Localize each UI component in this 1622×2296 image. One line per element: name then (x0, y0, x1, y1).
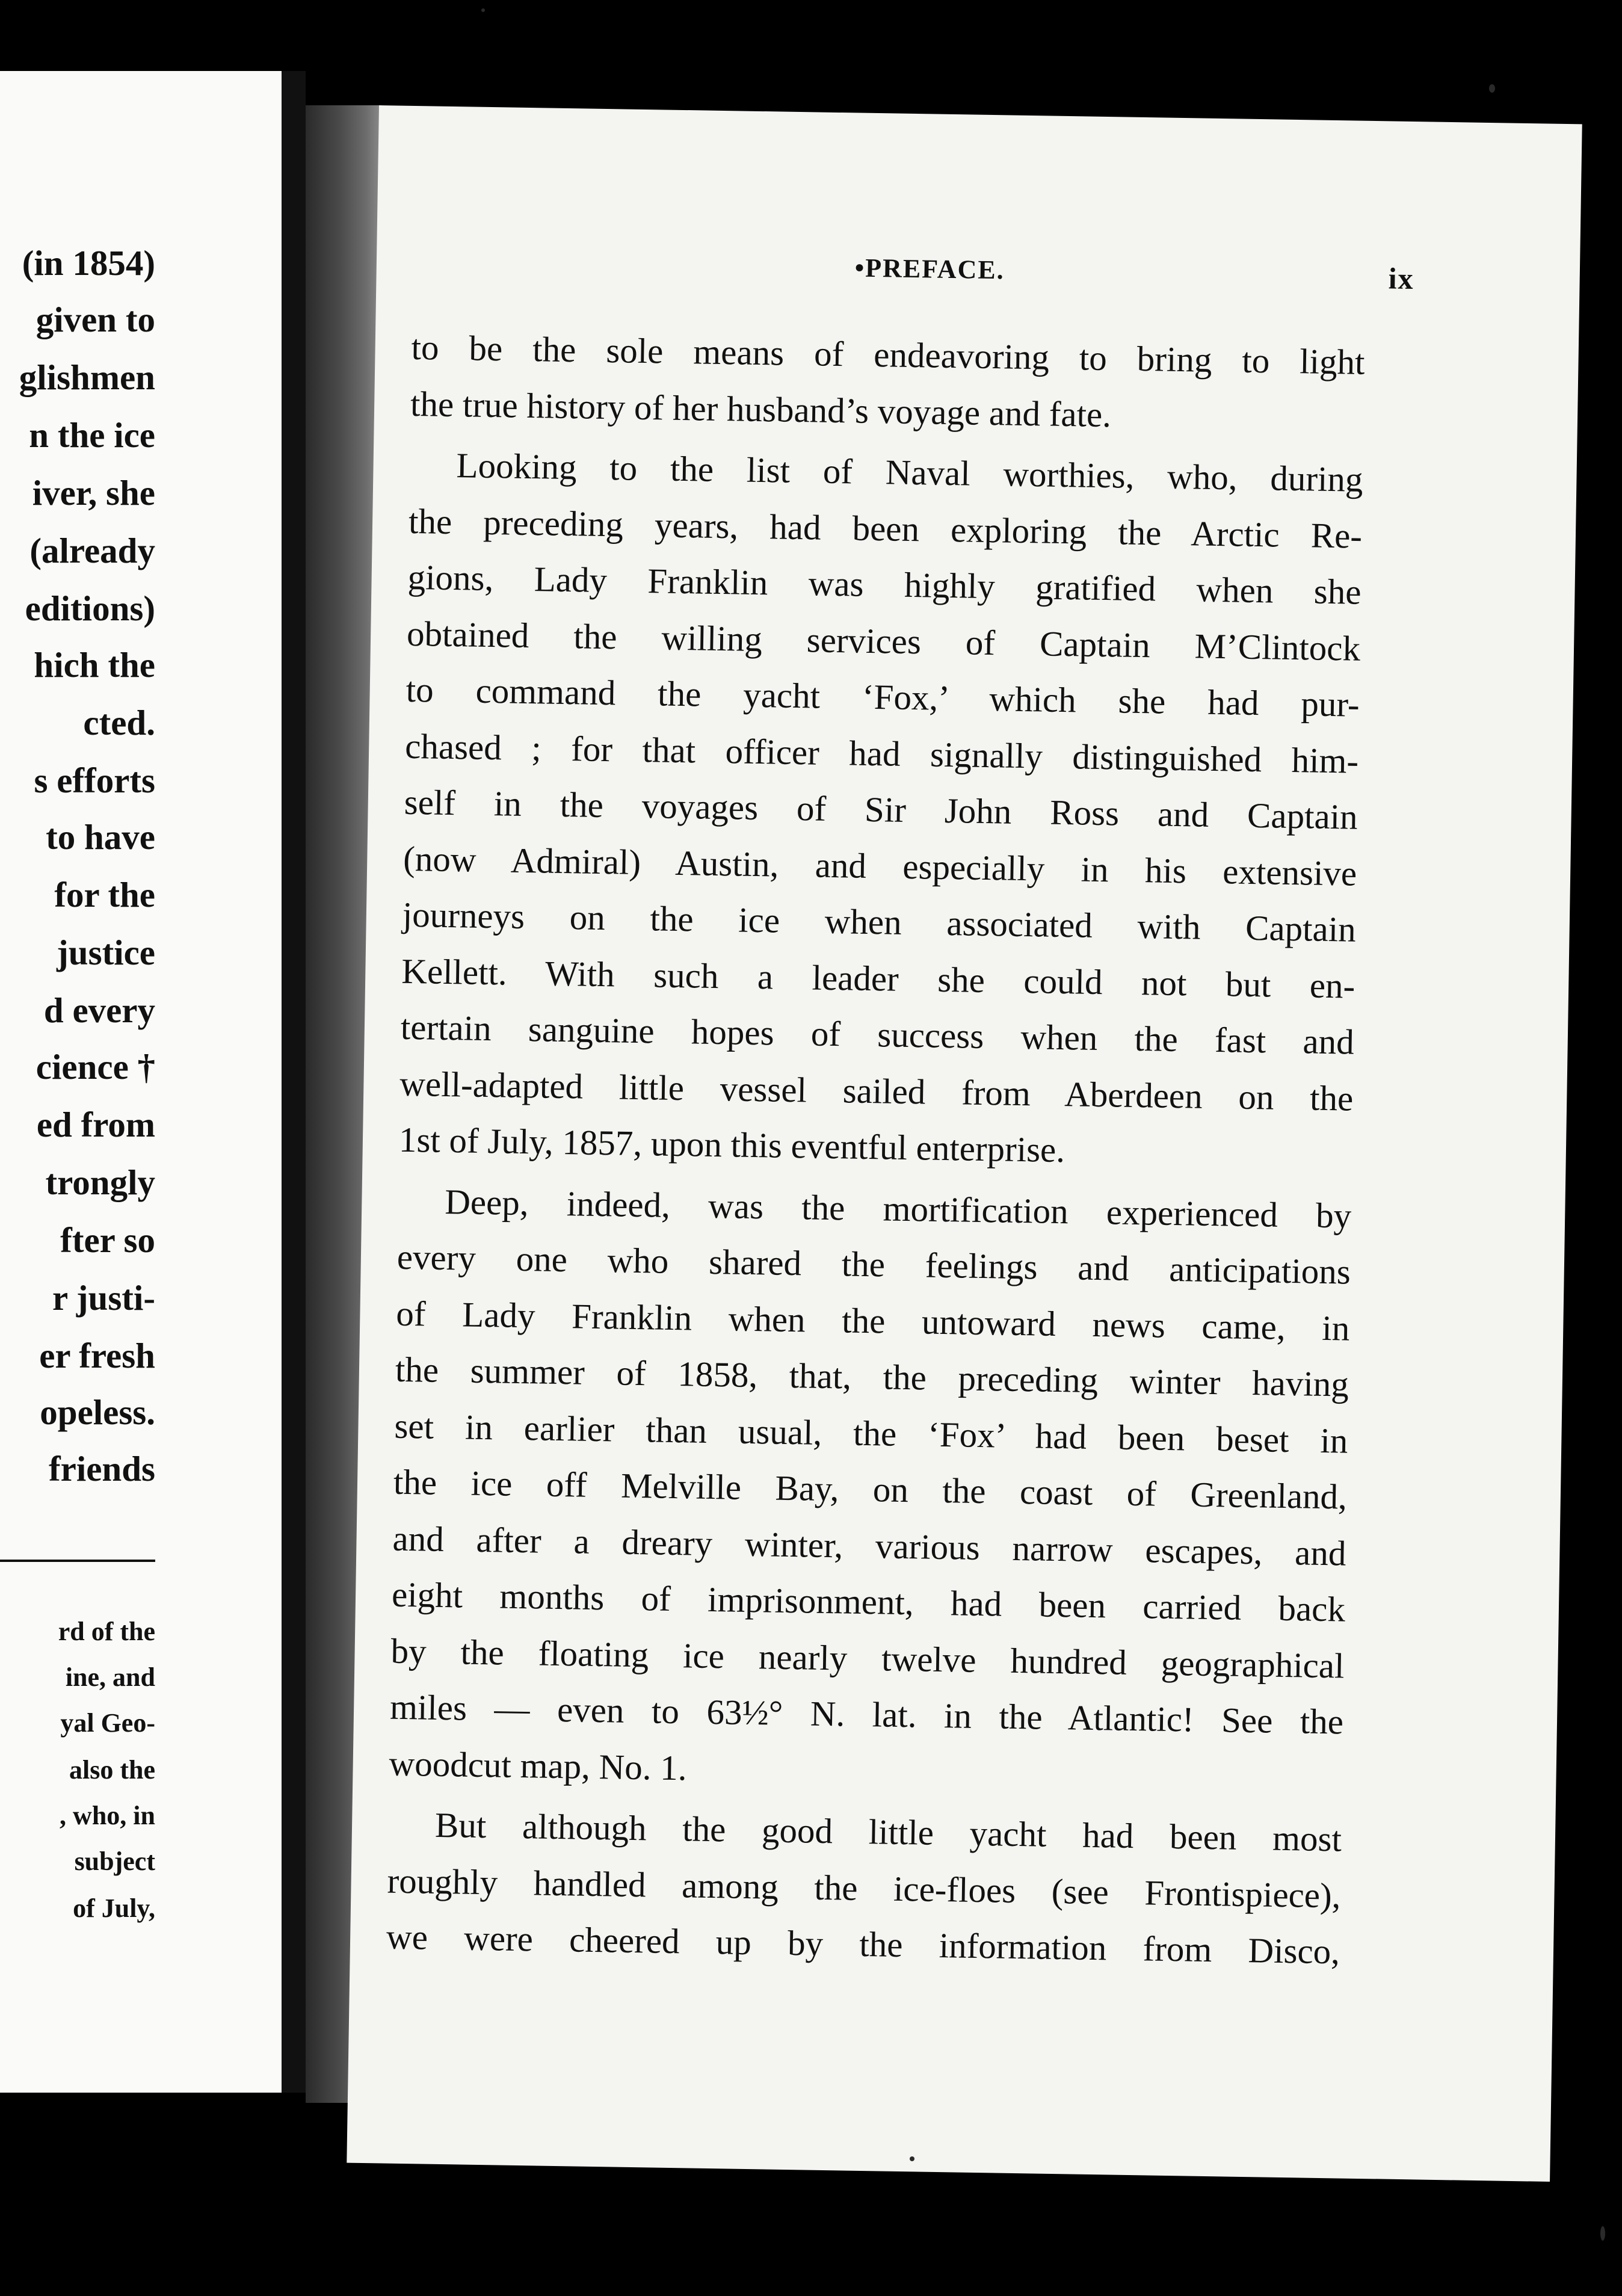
speck (910, 2156, 914, 2161)
body-text (386, 319, 1365, 1980)
text-line: journeys on the ice when associated with Captain (402, 894, 1357, 949)
text-line: the true history of her husband’s voyage and fate. (410, 383, 1112, 434)
left-page-line: cience † (35, 1047, 155, 1087)
text-line: (now Admiral) Austin, and especially in his extensive (402, 838, 1357, 893)
left-page-line: editions) (25, 588, 155, 628)
left-footnote-line: of July, (73, 1893, 155, 1923)
left-page-line: (already (29, 531, 155, 570)
text-line: the preceding years, had been exploring the Arctic Re- (408, 501, 1363, 556)
left-page-line: iver, she (32, 473, 155, 513)
left-page-line: er fresh (39, 1336, 155, 1375)
text-line: chased ; for that officer had signally distinguished him- (404, 726, 1359, 781)
left-page-line: to have (46, 817, 155, 857)
text-line: set in earlier than usual, the ‘Fox’ had been beset in (394, 1406, 1348, 1461)
left-page-line: justice (57, 933, 155, 972)
left-page-line: cted. (83, 703, 155, 742)
left-page-line: s efforts (34, 761, 155, 800)
speck (481, 8, 485, 12)
text-line: by the floating ice nearly twelve hundred geographical (390, 1631, 1345, 1686)
left-page-line: given to (35, 300, 155, 339)
text-line: obtained the willing services of Captain M’Clintock (406, 613, 1361, 668)
left-page-line: hich the (34, 645, 155, 685)
text-line: Kellett. With such a leader she could not but en- (401, 951, 1355, 1006)
text-line: But although the good little yacht had been most (434, 1804, 1342, 1859)
text-line: woodcut map, No. 1. (389, 1743, 688, 1788)
text-line: every one who shared the feelings and anticipations (396, 1236, 1351, 1292)
left-page-line: d every (43, 990, 155, 1030)
left-footnote-line: also the (69, 1755, 155, 1785)
speck (1489, 84, 1495, 93)
text-line: tertain sanguine hopes of success when the fast and (400, 1007, 1355, 1062)
left-page (0, 71, 282, 2093)
book-gutter (282, 71, 306, 2093)
text-line: we were cheered up by the information from Disco, (386, 1916, 1340, 1972)
text-line: well-adapted little vessel sailed from Aberdeen on the (399, 1063, 1354, 1119)
left-page-line: r justi- (52, 1278, 155, 1318)
left-page-line: for the (54, 875, 155, 915)
left-footnote-line: yal Geo- (60, 1708, 155, 1738)
text-line: and after a dreary winter, various narrow escapes, and (392, 1518, 1346, 1573)
left-page-line: opeless. (40, 1392, 155, 1432)
page-header (412, 245, 1414, 303)
left-page-line: (in 1854) (22, 243, 155, 283)
text-line: to be the sole means of endeavoring to bring to light (411, 327, 1366, 382)
text-line: of Lady Franklin when the untoward news came, in (395, 1293, 1350, 1348)
text-line: self in the voyages of Sir John Ross and Captain (404, 782, 1358, 837)
left-page-line: trongly (45, 1162, 155, 1202)
text-line: Looking to the list of Naval worthies, who, during (456, 445, 1363, 499)
text-line: Deep, indeed, was the mortification experienced by (444, 1181, 1352, 1236)
text-line: the summer of 1858, that, the preceding winter having (395, 1349, 1349, 1404)
left-page-line: ed from (36, 1105, 155, 1144)
left-footnote-line: , who, in (60, 1801, 155, 1830)
page-number: ix (1388, 261, 1415, 296)
text-line: roughly handled among the ice-floes (see Frontispiece), (387, 1860, 1341, 1915)
footnote-rule (0, 1560, 155, 1562)
left-footnote-line: rd of the (58, 1617, 155, 1646)
text-line: the ice off Melville Bay, on the coast of Greenland, (393, 1461, 1348, 1517)
left-footnote-line: subject (74, 1847, 155, 1876)
left-page-line: n the ice (29, 415, 155, 455)
left-page-line: glishmen (19, 357, 155, 397)
left-page-line: friends (49, 1449, 155, 1489)
right-page (347, 105, 1582, 2182)
left-footnote-line: ine, and (65, 1662, 155, 1692)
speck (1600, 2226, 1605, 2241)
text-line: gions, Lady Franklin was highly gratified when she (407, 557, 1362, 612)
text-line: 1st of July, 1857, upon this eventful enterprise. (398, 1119, 1065, 1170)
left-page-line: fter so (60, 1220, 155, 1260)
text-line: miles — even to 63½° N. lat. in the Atlantic! See the (389, 1687, 1344, 1742)
text-line: to command the yacht ‘Fox,’ which she had pur- (406, 669, 1360, 724)
running-head: •PREFACE. (854, 253, 1005, 285)
text-line: eight months of imprisonment, had been carried back (391, 1574, 1346, 1629)
